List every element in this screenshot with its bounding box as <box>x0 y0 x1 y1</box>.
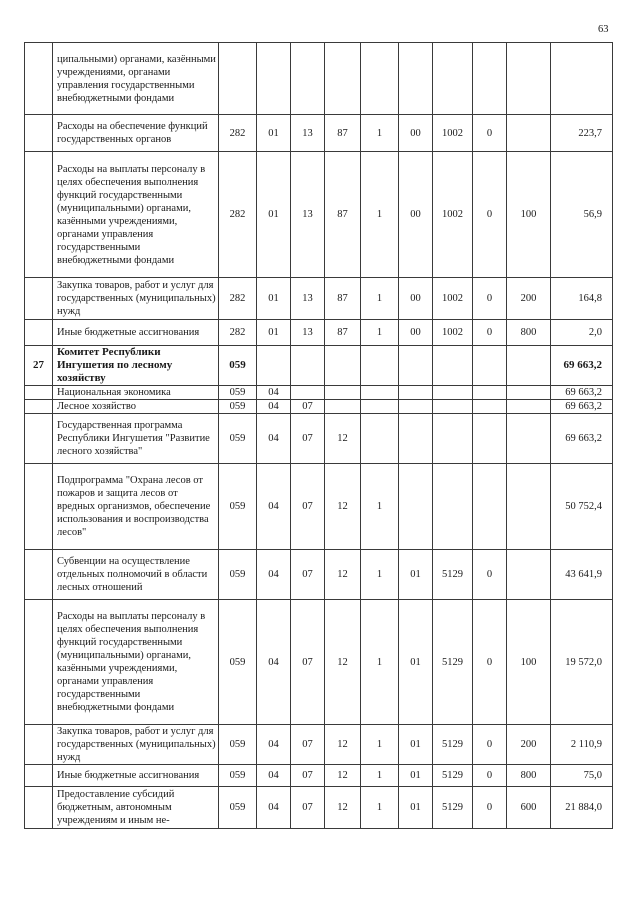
subprogram-code-cell: 1 <box>361 320 399 346</box>
direction-code-cell: 5129 <box>433 765 473 787</box>
row-number-cell <box>25 400 53 414</box>
row-name-cell: Расходы на обеспечение функций государственных органов <box>53 115 219 152</box>
subsection-code-cell: 07 <box>291 550 325 600</box>
direction-code-cell: 1002 <box>433 152 473 278</box>
extra-code-cell: 0 <box>473 115 507 152</box>
measure-code-cell <box>399 464 433 550</box>
extra-code-cell: 0 <box>473 765 507 787</box>
expense-type-cell <box>507 43 551 115</box>
ministry-code-cell: 282 <box>219 152 257 278</box>
row-name-cell: Подпрограмма "Охрана лесов от пожаров и защита лесов от вредных организмов, обеспечение использования и воспроизводства лесов" <box>53 464 219 550</box>
ministry-code-cell: 282 <box>219 320 257 346</box>
section-code-cell: 01 <box>257 278 291 320</box>
row-name-cell: Закупка товаров, работ и услуг для государственных (муниципальных) нужд <box>53 725 219 765</box>
section-code-cell: 04 <box>257 600 291 725</box>
amount-cell: 69 663,2 <box>551 346 613 386</box>
amount-cell: 164,8 <box>551 278 613 320</box>
table-row <box>25 464 613 550</box>
table-row <box>25 765 613 787</box>
section-code-cell: 04 <box>257 464 291 550</box>
ministry-code-cell: 282 <box>219 115 257 152</box>
row-number-cell <box>25 320 53 346</box>
program-code-cell: 87 <box>325 278 361 320</box>
expense-type-cell: 100 <box>507 600 551 725</box>
extra-code-cell: 0 <box>473 725 507 765</box>
expense-type-cell <box>507 115 551 152</box>
direction-code-cell: 1002 <box>433 320 473 346</box>
row-name-cell: Национальная экономика <box>53 386 219 400</box>
measure-code-cell <box>399 414 433 464</box>
row-number-cell <box>25 386 53 400</box>
measure-code-cell <box>399 386 433 400</box>
subprogram-code-cell: 1 <box>361 550 399 600</box>
row-number-cell <box>25 43 53 115</box>
ministry-code-cell: 059 <box>219 464 257 550</box>
program-code-cell <box>325 400 361 414</box>
table-row <box>25 414 613 464</box>
row-name-cell: Иные бюджетные ассигнования <box>53 320 219 346</box>
direction-code-cell <box>433 414 473 464</box>
subprogram-code-cell <box>361 346 399 386</box>
direction-code-cell <box>433 43 473 115</box>
amount-cell <box>551 43 613 115</box>
subsection-code-cell: 13 <box>291 320 325 346</box>
measure-code-cell: 01 <box>399 787 433 829</box>
amount-cell: 21 884,0 <box>551 787 613 829</box>
expense-type-cell <box>507 464 551 550</box>
table-row <box>25 550 613 600</box>
expense-type-cell: 600 <box>507 787 551 829</box>
subprogram-code-cell: 1 <box>361 115 399 152</box>
ministry-code-cell: 059 <box>219 765 257 787</box>
measure-code-cell: 00 <box>399 278 433 320</box>
measure-code-cell <box>399 400 433 414</box>
expense-type-cell: 800 <box>507 765 551 787</box>
subprogram-code-cell: 1 <box>361 600 399 725</box>
table-row <box>25 278 613 320</box>
measure-code-cell: 01 <box>399 765 433 787</box>
subprogram-code-cell: 1 <box>361 278 399 320</box>
measure-code-cell: 01 <box>399 600 433 725</box>
expense-type-cell: 100 <box>507 152 551 278</box>
extra-code-cell: 0 <box>473 278 507 320</box>
table-row <box>25 386 613 400</box>
table-row <box>25 346 613 386</box>
amount-cell: 2 110,9 <box>551 725 613 765</box>
row-name-cell: Расходы на выплаты персоналу в целях обеспечения выполнения функций государственными (муниципальными) органами, казёнными учреждениями, органами управления государственными внебюджетными фондами <box>53 152 219 278</box>
ministry-code-cell: 059 <box>219 725 257 765</box>
expense-type-cell <box>507 400 551 414</box>
extra-code-cell <box>473 43 507 115</box>
row-number-cell: 27 <box>25 346 53 386</box>
program-code-cell: 12 <box>325 765 361 787</box>
table-body <box>25 43 613 829</box>
amount-cell: 56,9 <box>551 152 613 278</box>
amount-cell: 2,0 <box>551 320 613 346</box>
ministry-code-cell: 059 <box>219 600 257 725</box>
measure-code-cell: 00 <box>399 152 433 278</box>
program-code-cell: 12 <box>325 600 361 725</box>
subsection-code-cell <box>291 346 325 386</box>
ministry-code-cell: 059 <box>219 386 257 400</box>
extra-code-cell <box>473 346 507 386</box>
amount-cell: 75,0 <box>551 765 613 787</box>
section-code-cell: 04 <box>257 765 291 787</box>
direction-code-cell <box>433 400 473 414</box>
ministry-code-cell: 282 <box>219 278 257 320</box>
table-row <box>25 787 613 829</box>
row-name-cell: Закупка товаров, работ и услуг для государственных (муниципальных) нужд <box>53 278 219 320</box>
row-number-cell <box>25 600 53 725</box>
subsection-code-cell: 07 <box>291 787 325 829</box>
direction-code-cell: 5129 <box>433 725 473 765</box>
expense-type-cell <box>507 386 551 400</box>
section-code-cell: 04 <box>257 414 291 464</box>
row-number-cell <box>25 765 53 787</box>
direction-code-cell: 5129 <box>433 550 473 600</box>
subsection-code-cell: 07 <box>291 600 325 725</box>
extra-code-cell: 0 <box>473 320 507 346</box>
extra-code-cell: 0 <box>473 787 507 829</box>
program-code-cell: 12 <box>325 464 361 550</box>
subprogram-code-cell: 1 <box>361 464 399 550</box>
extra-code-cell: 0 <box>473 600 507 725</box>
expense-type-cell: 200 <box>507 278 551 320</box>
program-code-cell: 12 <box>325 550 361 600</box>
ministry-code-cell: 059 <box>219 346 257 386</box>
subprogram-code-cell <box>361 400 399 414</box>
ministry-code-cell <box>219 43 257 115</box>
direction-code-cell: 1002 <box>433 115 473 152</box>
row-name-cell: ципальными) органами, казёнными учреждениями, органами управления государственными внебюджетными фондами <box>53 43 219 115</box>
subprogram-code-cell <box>361 43 399 115</box>
table-row <box>25 115 613 152</box>
row-number-cell <box>25 115 53 152</box>
subprogram-code-cell: 1 <box>361 725 399 765</box>
expense-type-cell <box>507 550 551 600</box>
program-code-cell: 12 <box>325 787 361 829</box>
amount-cell: 19 572,0 <box>551 600 613 725</box>
measure-code-cell: 00 <box>399 320 433 346</box>
subsection-code-cell: 07 <box>291 400 325 414</box>
program-code-cell: 87 <box>325 320 361 346</box>
row-name-cell: Иные бюджетные ассигнования <box>53 765 219 787</box>
ministry-code-cell: 059 <box>219 400 257 414</box>
measure-code-cell: 01 <box>399 725 433 765</box>
subprogram-code-cell <box>361 386 399 400</box>
row-name-cell: Предоставление субсидий бюджетным, автономным учреждениям и иным не- <box>53 787 219 829</box>
program-code-cell: 12 <box>325 725 361 765</box>
expense-type-cell <box>507 414 551 464</box>
subsection-code-cell: 07 <box>291 464 325 550</box>
ministry-code-cell: 059 <box>219 550 257 600</box>
amount-cell: 223,7 <box>551 115 613 152</box>
measure-code-cell <box>399 346 433 386</box>
ministry-code-cell: 059 <box>219 787 257 829</box>
extra-code-cell: 0 <box>473 550 507 600</box>
table-row <box>25 400 613 414</box>
direction-code-cell <box>433 346 473 386</box>
program-code-cell: 87 <box>325 115 361 152</box>
program-code-cell: 87 <box>325 152 361 278</box>
extra-code-cell <box>473 464 507 550</box>
subsection-code-cell: 13 <box>291 152 325 278</box>
subsection-code-cell <box>291 43 325 115</box>
table-row <box>25 152 613 278</box>
amount-cell: 69 663,2 <box>551 400 613 414</box>
section-code-cell: 04 <box>257 725 291 765</box>
amount-cell: 69 663,2 <box>551 414 613 464</box>
section-code-cell: 04 <box>257 400 291 414</box>
section-code-cell: 01 <box>257 320 291 346</box>
table-row <box>25 43 613 115</box>
section-code-cell: 04 <box>257 550 291 600</box>
page-number: 63 <box>598 24 609 35</box>
expense-type-cell: 800 <box>507 320 551 346</box>
row-number-cell <box>25 464 53 550</box>
direction-code-cell <box>433 386 473 400</box>
direction-code-cell <box>433 464 473 550</box>
row-number-cell <box>25 152 53 278</box>
section-code-cell: 01 <box>257 115 291 152</box>
row-name-cell: Комитет Республики Ингушетия по лесному хозяйству <box>53 346 219 386</box>
amount-cell: 43 641,9 <box>551 550 613 600</box>
section-code-cell <box>257 43 291 115</box>
table-row <box>25 725 613 765</box>
row-name-cell: Лесное хозяйство <box>53 400 219 414</box>
program-code-cell <box>325 346 361 386</box>
subsection-code-cell: 07 <box>291 765 325 787</box>
direction-code-cell: 5129 <box>433 787 473 829</box>
measure-code-cell <box>399 43 433 115</box>
subprogram-code-cell: 1 <box>361 787 399 829</box>
extra-code-cell <box>473 400 507 414</box>
program-code-cell <box>325 386 361 400</box>
extra-code-cell <box>473 386 507 400</box>
section-code-cell <box>257 346 291 386</box>
subsection-code-cell <box>291 386 325 400</box>
program-code-cell: 12 <box>325 414 361 464</box>
direction-code-cell: 1002 <box>433 278 473 320</box>
row-number-cell <box>25 278 53 320</box>
row-number-cell <box>25 787 53 829</box>
measure-code-cell: 00 <box>399 115 433 152</box>
subprogram-code-cell: 1 <box>361 152 399 278</box>
row-name-cell: Субвенции на осуществление отдельных полномочий в области лесных отношений <box>53 550 219 600</box>
subsection-code-cell: 13 <box>291 278 325 320</box>
amount-cell: 50 752,4 <box>551 464 613 550</box>
expense-type-cell <box>507 346 551 386</box>
expense-type-cell: 200 <box>507 725 551 765</box>
row-name-cell: Расходы на выплаты персоналу в целях обеспечения выполнения функций государственными (муниципальными) органами, казёнными учреждениями, органами управления государственными внебюджетными фондами <box>53 600 219 725</box>
row-name-cell: Государственная программа Республики Ингушетия "Развитие лесного хозяйства" <box>53 414 219 464</box>
program-code-cell <box>325 43 361 115</box>
subsection-code-cell: 07 <box>291 414 325 464</box>
row-number-cell <box>25 550 53 600</box>
section-code-cell: 01 <box>257 152 291 278</box>
extra-code-cell <box>473 414 507 464</box>
row-number-cell <box>25 725 53 765</box>
subsection-code-cell: 13 <box>291 115 325 152</box>
amount-cell: 69 663,2 <box>551 386 613 400</box>
section-code-cell: 04 <box>257 787 291 829</box>
table-row <box>25 320 613 346</box>
row-number-cell <box>25 414 53 464</box>
extra-code-cell: 0 <box>473 152 507 278</box>
measure-code-cell: 01 <box>399 550 433 600</box>
subprogram-code-cell: 1 <box>361 765 399 787</box>
subprogram-code-cell <box>361 414 399 464</box>
section-code-cell: 04 <box>257 386 291 400</box>
subsection-code-cell: 07 <box>291 725 325 765</box>
table-row <box>25 600 613 725</box>
direction-code-cell: 5129 <box>433 600 473 725</box>
ministry-code-cell: 059 <box>219 414 257 464</box>
budget-table <box>24 42 613 829</box>
